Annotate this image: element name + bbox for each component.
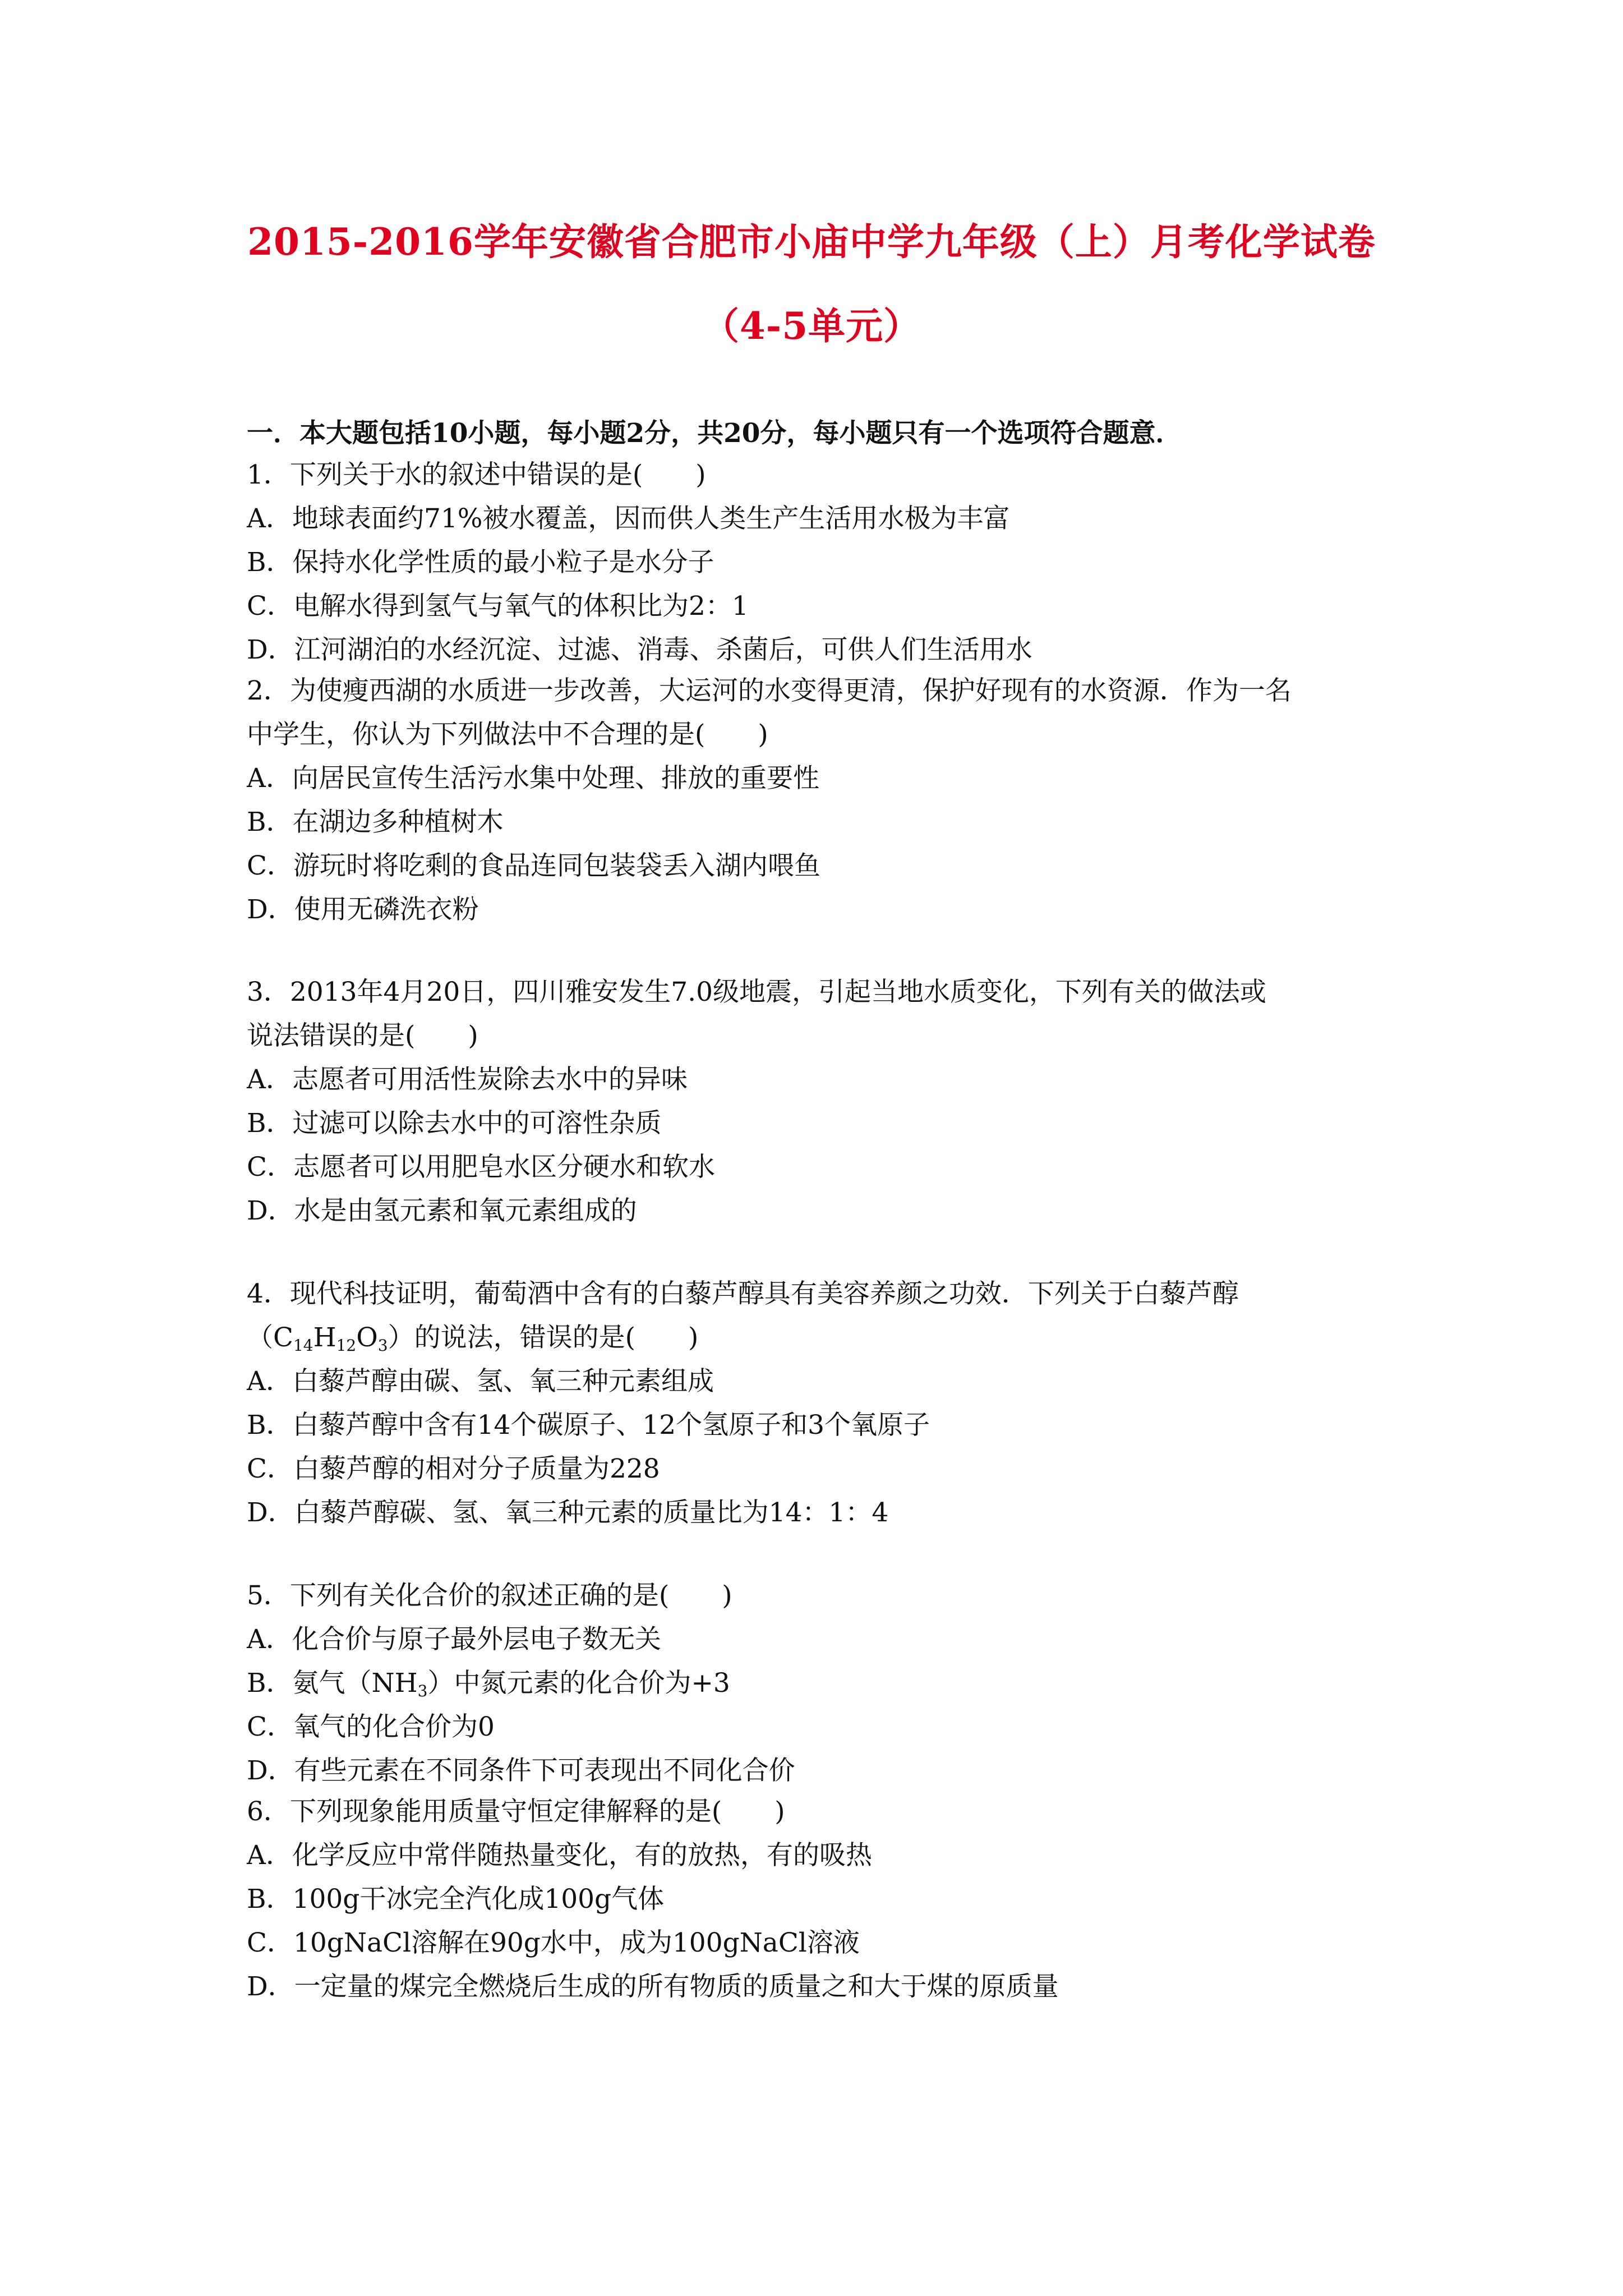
question-3-option-a: A．志愿者可用活性炭除去水中的异味: [247, 1064, 688, 1095]
question-3-stem-line-2: 说法错误的是( ): [247, 1020, 478, 1051]
formula-o: O: [356, 1322, 378, 1353]
question-2-stem-line-2: 中学生，你认为下列做法中不合理的是( ): [247, 719, 768, 750]
question-4-option-c: C．白藜芦醇的相对分子质量为228: [247, 1453, 660, 1484]
question-2-option-a: A．向居民宣传生活污水集中处理、排放的重要性: [247, 763, 819, 794]
question-2-option-d: D．使用无磷洗衣粉: [247, 894, 479, 925]
exam-title-line-1: 2015-2016学年安徽省合肥市小庙中学九年级（上）月考化学试卷: [247, 220, 1376, 264]
formula-open: （C: [247, 1322, 293, 1353]
question-3-option-c: C．志愿者可以用肥皂水区分硬水和软水: [247, 1152, 715, 1182]
question-6-option-c: C．10gNaCl溶解在90g水中，成为100gNaCl溶液: [247, 1927, 860, 1958]
formula-h: H: [313, 1322, 336, 1353]
option-b-post: ）中氮元素的化合价为+3: [427, 1668, 730, 1699]
question-4-stem-line-2: [247, 1316, 1391, 1360]
question-1-option-a: A．地球表面约71%被水覆盖，因而供人类生产生活用水极为丰富: [247, 503, 1010, 534]
question-5: [247, 1574, 1391, 1793]
formula-o-subscript: 3: [377, 1336, 388, 1355]
question-1-option-c: C．电解水得到氢气与氧气的体积比为2：1: [247, 591, 749, 622]
question-2-stem-line-1: 2．为使瘦西湖的水质进一步改善，大运河的水变得更清，保护好现有的水资源．作为一名: [247, 675, 1292, 706]
question-3: [247, 970, 1391, 1233]
question-5-stem: 5．下列有关化合价的叙述正确的是( ): [247, 1580, 732, 1611]
option-b-pre: B．氨气（NH: [247, 1668, 418, 1699]
formula-c-subscript: 14: [293, 1336, 313, 1355]
question-3-option-d: D．水是由氢元素和氧元素组成的: [247, 1195, 637, 1226]
question-5-option-a: A．化合价与原子最外层电子数无关: [247, 1624, 661, 1655]
question-6: [247, 1790, 1391, 2009]
question-5-option-b: [247, 1662, 1391, 1705]
formula-rest: ）的说法，错误的是( ): [388, 1322, 699, 1353]
question-2-option-b: B．在湖边多种植树木: [247, 807, 504, 838]
question-4-option-b: B．白藜芦醇中含有14个碳原子、12个氢原子和3个氧原子: [247, 1410, 930, 1441]
question-1-option-b: B．保持水化学性质的最小粒子是水分子: [247, 547, 714, 578]
question-4-option-d: D．白藜芦醇碳、氢、氧三种元素的质量比为14：1：4: [247, 1497, 889, 1528]
question-1-stem: 1．下列关于水的叙述中错误的是( ): [247, 459, 706, 490]
question-5-option-c: C．氧气的化合价为0: [247, 1711, 495, 1742]
question-4-option-a: A．白藜芦醇由碳、氢、氧三种元素组成: [247, 1366, 714, 1397]
question-1-option-d: D．江河湖泊的水经沉淀、过滤、消毒、杀菌后，可供人们生活用水: [247, 634, 1032, 665]
option-b-subscript: 3: [417, 1682, 428, 1700]
formula-h-subscript: 12: [336, 1336, 357, 1355]
question-3-option-b: B．过滤可以除去水中的可溶性杂质: [247, 1108, 662, 1139]
section-heading: 一．本大题包括10小题，每小题2分，共20分，每小题只有一个选项符合题意．: [247, 418, 1182, 449]
question-6-option-a: A．化学反应中常伴随热量变化，有的放热，有的吸热: [247, 1840, 872, 1871]
question-2: [247, 669, 1391, 932]
question-3-stem-line-1: 3．2013年4月20日，四川雅安发生7.0级地震，引起当地水质变化，下列有关的做法或: [247, 977, 1266, 1007]
question-4-stem-line-1: 4．现代科技证明，葡萄酒中含有的白藜芦醇具有美容养颜之功效．下列关于白藜芦醇: [247, 1278, 1239, 1309]
question-6-option-b: B．100g干冰完全汽化成100g气体: [247, 1884, 665, 1915]
question-1: [247, 453, 1391, 672]
exam-title-line-2: （4-5单元）: [702, 304, 921, 348]
question-6-option-d: D．一定量的煤完全燃烧后生成的所有物质的质量之和大于煤的原质量: [247, 1971, 1059, 2002]
question-4: [247, 1272, 1391, 1535]
question-5-option-d: D．有些元素在不同条件下可表现出不同化合价: [247, 1755, 795, 1786]
question-2-option-c: C．游玩时将吃剩的食品连同包装袋丢入湖内喂鱼: [247, 850, 820, 881]
question-6-stem: 6．下列现象能用质量守恒定律解释的是( ): [247, 1796, 785, 1827]
